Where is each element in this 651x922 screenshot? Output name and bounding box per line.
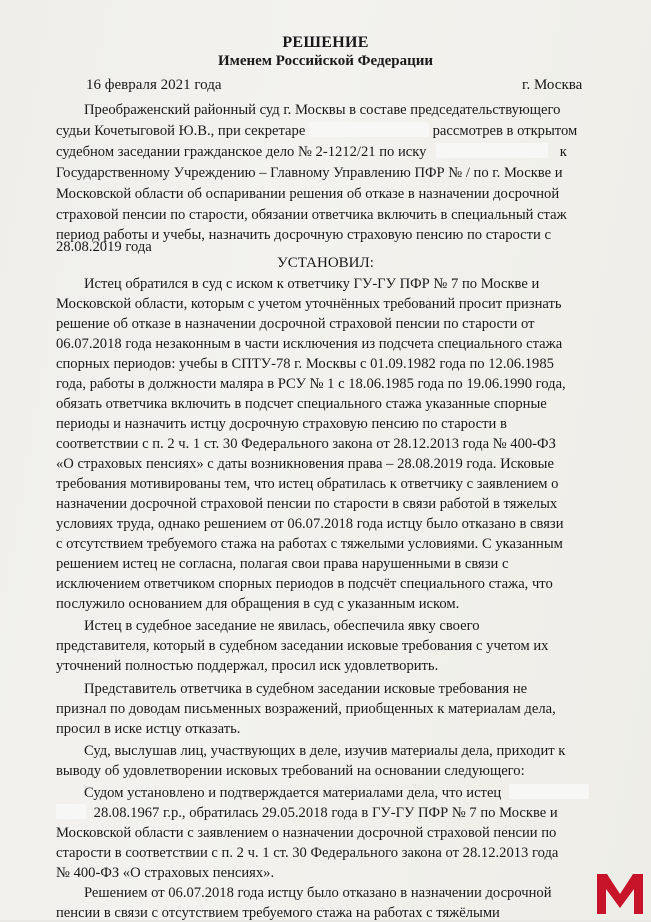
- text-line: Суд, выслушав лиц, участвующих в деле, изучив материалы дела, приходит к: [84, 743, 566, 759]
- text-line: года, работы в должности маляра в РСУ № 1 с 18.06.1985 года по 19.06.1990 года,: [56, 376, 566, 392]
- m-logo-icon: [595, 870, 645, 916]
- text-segment: к: [559, 144, 567, 160]
- text-line: с отсутствием требуемого стажа на работах с тяжелыми условиями. С указанным: [56, 536, 563, 552]
- document-city: г. Москва: [522, 77, 583, 93]
- text-line: представителя, который в судебном заседании исковые требования с учетом их: [56, 638, 549, 654]
- redaction-block: [509, 784, 589, 799]
- text-line: уточнений полностью поддержал, просил иск удовлетворить.: [56, 658, 439, 674]
- text-segment: рассмотрев в открытом: [432, 123, 578, 139]
- text-line: 06.07.2018 года незаконным в части исключения из подсчета специального стажа: [56, 336, 563, 352]
- text-segment: судебном заседании гражданское дело № 2-1212/21 по иску: [56, 144, 427, 160]
- text-line: 28.08.2019 года: [56, 239, 152, 255]
- text-line: спорных периодов: учебы в СПТУ-78 г. Москвы с 01.09.1982 года по 12.06.1985: [56, 356, 554, 372]
- redaction-block: [436, 143, 548, 158]
- text-line: Преображенский районный суд г. Москвы в составе председательствующего: [84, 102, 561, 118]
- text-line: Московской области, которым с учетом уточнённых требований просит признать: [56, 296, 562, 312]
- text-line: № 400-ФЗ «О страховых пенсиях».: [56, 865, 275, 881]
- text-line: [56, 122, 577, 140]
- text-line: период работы и учебы, назначить досрочную страховую пенсию по старости с: [56, 227, 551, 243]
- text-line: обязать ответчика включить в подсчет специального стажа указанные спорные: [56, 396, 547, 412]
- document-title: РЕШЕНИЕ: [282, 34, 369, 51]
- text-line: выводу об удовлетворении исковых требований на основании следующего:: [56, 763, 525, 779]
- text-line: [84, 784, 589, 802]
- text-line: решением истец не согласна, полагая свои права нарушенными в связи с: [56, 556, 509, 572]
- text-line: Решением от 06.07.2018 года истцу было отказано в назначении досрочной: [84, 885, 552, 901]
- text-line: Московской области об оспаривании решения об отказе в назначении досрочной: [56, 186, 560, 202]
- redaction-block: [309, 122, 429, 137]
- text-line: условиях труда, однако решением от 06.07.2018 года истцу было отказано в связи: [56, 516, 564, 532]
- text-line: пенсии в связи с отсутствием требуемого стажа на работах с тяжёлыми: [56, 905, 500, 921]
- text-line: требования мотивированы тем, что истец обратилась к ответчику с заявлением о: [56, 476, 559, 492]
- text-line: страховой пенсии по старости, обязании ответчика включить в специальный стаж: [56, 207, 567, 223]
- text-segment: Судом установлено и подтверждается материалами дела, что истец: [84, 785, 502, 801]
- text-line: Московской области с заявлением о назначении досрочной страховой пенсии по: [56, 825, 557, 841]
- text-line: [56, 804, 558, 822]
- text-segment: 28.08.1967 г.р., обратилась 29.05.2018 года в ГУ-ГУ ПФР № 7 по Москве и: [93, 805, 558, 821]
- text-line: «О страховых пенсиях» с даты возникновения права – 28.08.2019 года. Исковые: [56, 456, 554, 472]
- text-line: Истец обратился в суд с иском к ответчику ГУ-ГУ ПФР № 7 по Москве и: [84, 276, 540, 292]
- text-line: старости в соответствии с п. 2 ч. 1 ст. 30 Федерального закона от 28.12.2013 года: [56, 845, 559, 861]
- text-line: исключением ответчиком спорных периодов в подсчёт специального стажа, что: [56, 576, 553, 592]
- text-line: решение об отказе в назначении досрочной страховой пенсии по старости от: [56, 316, 535, 332]
- text-line: соответствии с п. 2 ч. 1 ст. 30 Федерального закона от 28.12.2013 года № 400-ФЗ: [56, 436, 556, 452]
- text-line: периоды и назначить истцу досрочную страховую пенсию по старости в: [56, 416, 507, 432]
- document-subtitle: Именем Российской Федерации: [217, 53, 434, 69]
- section-heading: УСТАНОВИЛ:: [277, 255, 374, 271]
- text-line: Представитель ответчика в судебном заседании исковые требования не: [84, 681, 528, 697]
- text-line: Государственному Учреждению – Главному Управлению ПФР № / по г. Москве и: [56, 165, 563, 181]
- text-line: признал по доводам письменных возражений, приобщенных к материалам дела,: [56, 701, 556, 717]
- text-line: Истец в судебное заседание не явилась, обеспечила явку своего: [84, 618, 480, 634]
- redaction-block: [56, 804, 86, 819]
- text-line: назначении досрочной страховой пенсии по старости в связи работой в тяжелых: [56, 496, 558, 512]
- text-line: просил в иске истцу отказать.: [56, 721, 241, 737]
- document-date: 16 февраля 2021 года: [86, 77, 222, 93]
- text-segment: судьи Кочетыговой Ю.В., при секретаре: [56, 123, 306, 139]
- text-line: послужило основанием для обращения в суд с указанным иском.: [56, 596, 460, 612]
- text-line: [56, 143, 567, 161]
